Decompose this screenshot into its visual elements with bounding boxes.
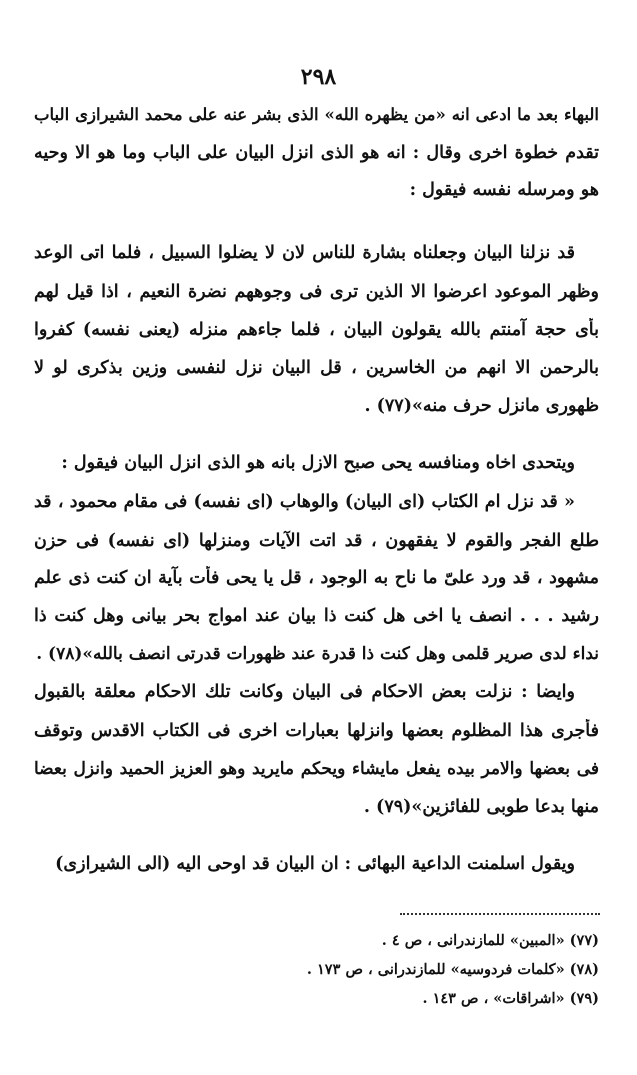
text-line: وظهر الموعود اعرضوا الا الذين ترى فى وجوههم نضرة النعيم ، اذا قيل لهم <box>34 282 599 302</box>
text-line: منها بدعا طوبى للفائزين»(٧٩) . <box>363 797 599 817</box>
text-line: فأجرى هذا المظلوم بعضها وانزلها بعبارات اخرى فى الكتاب الاقدس وتوقف <box>34 721 599 741</box>
text-line: رشيد . . . انصف يا اخى هل كنت ذا بيان عند امواج بحر بيانى وهل كنت ذا <box>34 606 599 626</box>
text-line: بالرحمن الا انهم من الخاسرين ، قل البيان نزل لنفسى وزين بذكرى لو لا <box>34 358 599 378</box>
text-line: هو ومرسله نفسه فيقول : <box>409 180 599 200</box>
text-line: طلع الفجر والقوم لا يفقهون ، قد اتت الآيات ومنزلها (اى نفسه) فى حزن <box>34 531 599 551</box>
page-number: ٢٩٨ <box>300 64 337 90</box>
footnote-divider <box>400 913 600 915</box>
footnote: (٧٩) «اشراقات» ، ص ١٤٣ . <box>422 990 599 1007</box>
text-line: البهاء بعد ما ادعى انه «من يظهره الله» الذى بشر عنه على محمد الشيرازى الباب <box>34 105 599 124</box>
text-line: ويتحدى اخاه ومنافسه يحى صبح الازل بانه هو الذى انزل البيان فيقول : <box>61 453 575 473</box>
text-line: فى بعضها والامر بيده يفعل مايشاء ويحكم مايريد وهو العزيز الحميد وانزل بعضا <box>34 759 599 779</box>
text-line: نداء لدى صرير قلمى وهل كنت ذا قدرة عند ظهورات قدرتى انصف بالله»(٧٨) . <box>36 644 599 664</box>
text-line: ويقول اسلمنت الداعية البهائى : ان البيان قد اوحى اليه (الى الشيرازى) <box>55 854 575 874</box>
footnote: (٧٧) «المبين» للمازندرانى ، ص ٤ . <box>381 932 599 949</box>
text-line: « قد نزل ام الكتاب (اى البيان) والوهاب (اى نفسه) فى مقام محمود ، قد <box>34 492 575 512</box>
text-line: تقدم خطوة اخرى وقال : انه هو الذى انزل البيان على الباب وما هو الا وحيه <box>34 143 599 163</box>
text-line: بأى حجة آمنتم بالله يقولون البيان ، فلما جاءهم منزله (يعنى نفسه) كفروا <box>34 320 599 340</box>
text-line: مشهود ، قد ورد علىّ ما ناح به الوجود ، قل يا يحى فأت بآية ان كنت ذى علم <box>34 568 599 588</box>
text-line: وايضا : نزلت بعض الاحكام فى البيان وكانت تلك الاحكام معلقة بالقبول <box>34 682 575 702</box>
text-line: قد نزلنا البيان وجعلناه بشارة للناس لان لا يضلوا السبيل ، فلما اتى الوعد <box>34 243 575 263</box>
text-line: ظهورى مانزل حرف منه»(٧٧) . <box>364 396 599 416</box>
footnote: (٧٨) «كلمات فردوسيه» للمازندرانى ، ص ١٧٣ . <box>306 961 599 978</box>
